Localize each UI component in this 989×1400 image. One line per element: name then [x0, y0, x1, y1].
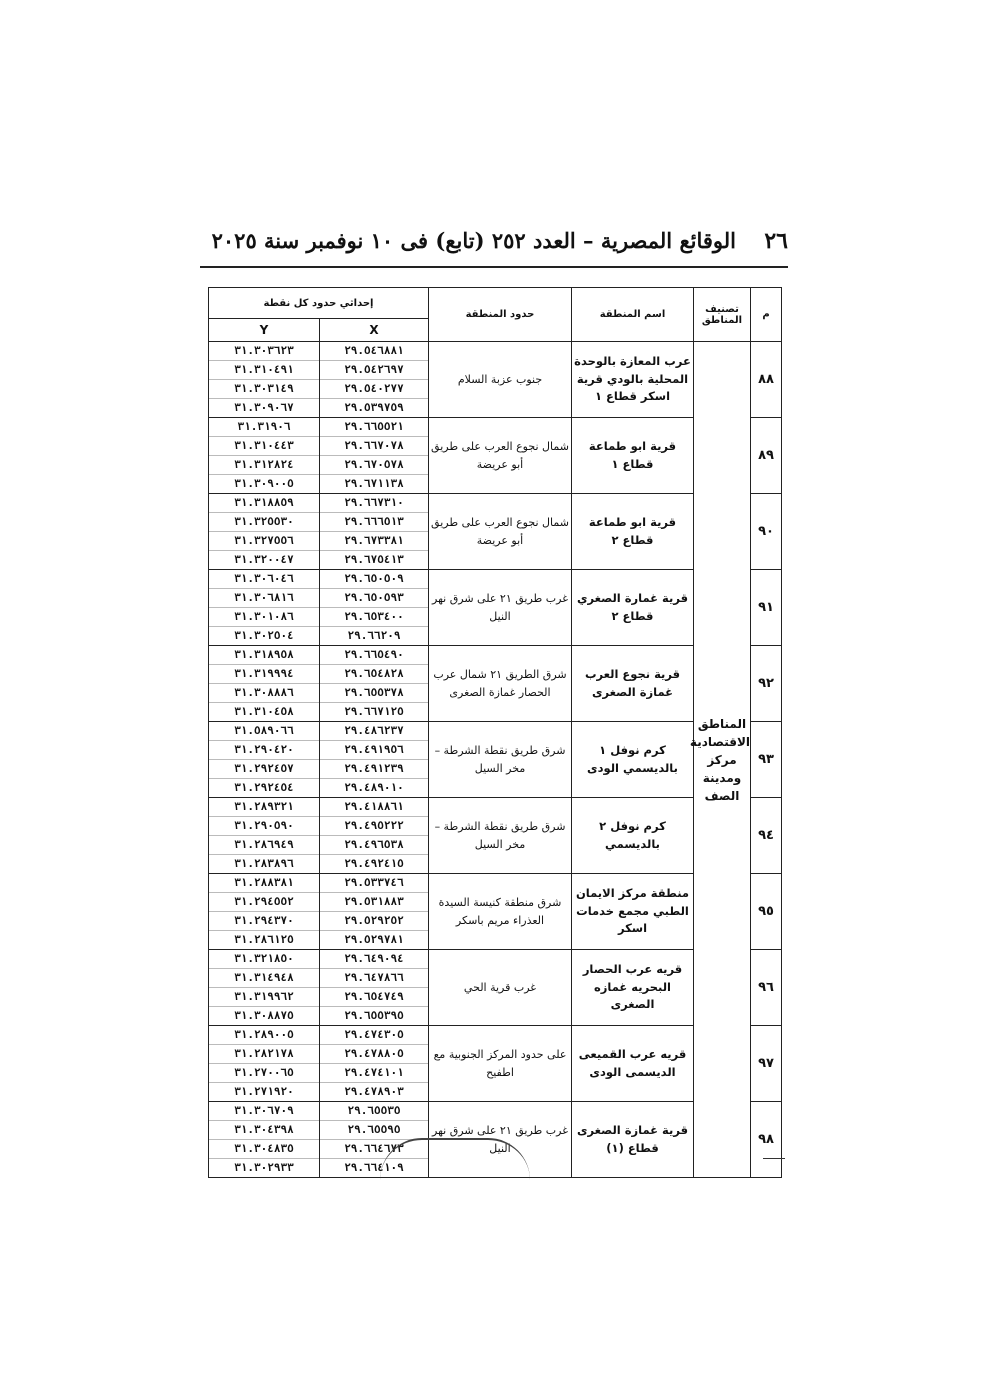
- area-bounds-cell: على حدود المركز الجنوبية مع اطفيح: [429, 1026, 572, 1102]
- coord-x-value: ٢٩.٦٦٤٦٧٣: [320, 1140, 428, 1159]
- coord-x-value: ٢٩.٦٧٥٤١٣: [344, 553, 404, 566]
- coord-x-value: ٢٩.٥٤٢٦٩٧: [320, 361, 428, 380]
- page-header: [200, 222, 788, 268]
- coord-x-value: ٢٩.٦٥٠٥٠٩: [320, 570, 428, 589]
- coord-y-value: ٣١.٣٢٠٠٤٧: [234, 553, 294, 566]
- coord-y-value: ٣١.٢٩٢٤٥٤: [234, 781, 294, 794]
- coord-y-value: ٣١.٥٨٩٠٦٦: [209, 722, 319, 741]
- coord-x-value: ٢٩.٦٤٩٠٩٤: [320, 950, 428, 969]
- area-bounds-cell: غرب قرية الحي: [429, 950, 572, 1026]
- coord-x-cell: [320, 798, 429, 874]
- coord-y-value: ٣١.٣٠٤٨٣٥: [209, 1140, 319, 1159]
- area-name-cell: قرية نجوع العرب غمازة الصغرى: [572, 646, 694, 722]
- coord-x-value: ٢٩.٤٨٩٠١٠: [344, 781, 404, 794]
- coord-x-cell: [320, 342, 429, 418]
- coord-y-value: ٣١.٣٠٦٧٠٩: [209, 1102, 319, 1121]
- coord-y-value: ٣١.٣٠١٠٨٦: [209, 608, 319, 627]
- coord-x-value: ٢٩.٤١٨٨٦١: [320, 798, 428, 817]
- coord-y-value: ٣١.٣٠٢٩٣٣: [234, 1161, 294, 1174]
- row-number: ٩٨: [751, 1102, 782, 1178]
- classification-cell: المناطق الاقتصادية مركز ومدينة الصف: [694, 342, 751, 1178]
- coord-y-value: ٣١.٣٠٦٨١٦: [209, 589, 319, 608]
- coord-y-cell: [209, 798, 320, 874]
- coord-x-value: ٢٩.٤٩٦٥٣٨: [320, 836, 428, 855]
- coord-y-value: ٣١.٣١٨٩٥٨: [209, 646, 319, 665]
- coord-y-value: ٣١.٣٠٢٥٠٤: [234, 629, 294, 642]
- table-row: [209, 342, 782, 418]
- coord-x-value: ٢٩.٦٦٦٥١٣: [320, 513, 428, 532]
- row-number: ٩٥: [751, 874, 782, 950]
- area-name-cell: قرية غمارة الصغري قطاع ٢: [572, 570, 694, 646]
- coord-y-value: ٣١.٣٠٣١٤٩: [209, 380, 319, 399]
- area-name-cell: منطقة مركز الايمان الطبي مجمع خدمات اسكر: [572, 874, 694, 950]
- header-coords: إحداثي حدود كل نقطة: [209, 288, 429, 319]
- coord-x-value: ٢٩.٦٥٣٤٠٠: [320, 608, 428, 627]
- coord-x-value: ٢٩.٦٥٥٣٩٥: [344, 1009, 404, 1022]
- coord-y-value: ٣١.٣٢١٨٥٠: [209, 950, 319, 969]
- row-number: ٩٠: [751, 494, 782, 570]
- coord-y-value: ٣١.٣١٩٩٦٢: [209, 988, 319, 1007]
- coord-x-value: ٢٩.٤٧٤٣٠٥: [320, 1026, 428, 1045]
- area-bounds-cell: غرب طريق ٢١ على شرق نهر النيل: [429, 570, 572, 646]
- coord-x-value: ٢٩.٦٦٧٠٧٨: [320, 437, 428, 456]
- coord-y-value: ٣١.٣٠٦٠٤٦: [209, 570, 319, 589]
- coord-x-cell: [320, 418, 429, 494]
- coord-y-cell: [209, 1026, 320, 1102]
- coord-y-value: ٣١.٢٨٦٩٤٩: [209, 836, 319, 855]
- header-x: X: [320, 319, 429, 342]
- coord-x-cell: [320, 1026, 429, 1102]
- row-number: ٨٩: [751, 418, 782, 494]
- coord-y-value: ٣١.٣١٠٤٤٣: [209, 437, 319, 456]
- coord-y-value: ٣١.٢٨٢١٧٨: [209, 1045, 319, 1064]
- coord-y-value: ٣١.٣٠٣٦٢٣: [209, 342, 319, 361]
- coord-x-value: ٢٩.٥٢٩٧٨١: [344, 933, 404, 946]
- coord-x-value: ٢٩.٦٦٤١٠٩: [344, 1161, 404, 1174]
- coord-x-value: ٢٩.٦٥٥٣٥: [320, 1102, 428, 1121]
- coord-x-value: ٢٩.٦٦٧١٢٥: [344, 705, 404, 718]
- coord-x-value: ٢٩.٤٧٤١٠١: [320, 1064, 428, 1083]
- row-number: ٩٣: [751, 722, 782, 798]
- row-number: ٩٦: [751, 950, 782, 1026]
- coord-x-value: ٢٩.٥٤٠٢٧٧: [320, 380, 428, 399]
- header-area-bounds: حدود المنطقة: [429, 288, 572, 342]
- coord-y-value: ٣١.٣٢٧٥٥٦: [209, 532, 319, 551]
- coord-x-value: ٢٩.٤٩١٩٥٦: [320, 741, 428, 760]
- area-bounds-cell: شرق طريق نقطة الشرطة – مخر السيل: [429, 722, 572, 798]
- coord-y-cell: [209, 1102, 320, 1178]
- coord-x-value: ٢٩.٥٤٦٨٨١: [320, 342, 428, 361]
- area-name-cell: قرية ابو طماعة قطاع ١: [572, 418, 694, 494]
- coord-y-cell: [209, 874, 320, 950]
- header-index: م: [751, 288, 782, 342]
- coord-y-value: ٣١.٢٨٣٨٩٦: [234, 857, 294, 870]
- coord-y-value: ٣١.٢٩٤٥٥٢: [209, 893, 319, 912]
- row-number: ٩٤: [751, 798, 782, 874]
- coord-x-cell: [320, 570, 429, 646]
- coord-y-value: ٣١.٣١٤٩٤٨: [209, 969, 319, 988]
- coord-y-value: ٣١.٢٨٩٣٢١: [209, 798, 319, 817]
- coord-x-value: ٢٩.٥٢٩٢٥٢: [320, 912, 428, 931]
- area-bounds-cell: شرق الطريق ٢١ شمال عرب الحصار غمازة الصغرى: [429, 646, 572, 722]
- coord-x-value: ٢٩.٤٧٨٩٠٣: [344, 1085, 404, 1098]
- coord-y-value: ٣١.٢٨٦١٢٥: [234, 933, 294, 946]
- area-bounds-cell: شمال نجوع العرب على طريق أبو عريضة: [429, 418, 572, 494]
- coord-y-cell: [209, 342, 320, 418]
- area-name-cell: قرية غمازة الصغرى قطاع (١): [572, 1102, 694, 1178]
- coord-y-value: ٣١.٣٢٥٥٣٠: [209, 513, 319, 532]
- coord-x-value: ٢٩.٦٦٢٠٩: [347, 629, 401, 642]
- coord-x-cell: [320, 950, 429, 1026]
- coord-y-value: ٣١.٢٨٨٣٨١: [209, 874, 319, 893]
- coord-x-value: ٢٩.٤٧٨٨٠٥: [320, 1045, 428, 1064]
- coord-y-value: ٣١.٣١٨٨٥٩: [209, 494, 319, 513]
- coord-x-value: ٢٩.٦٤٧٨٦٦: [320, 969, 428, 988]
- coord-y-value: ٣١.٣٠٤٣٩٨: [209, 1121, 319, 1140]
- coord-x-value: ٢٩.٤٩١٢٣٩: [320, 760, 428, 779]
- gazette-title: الوقائع المصرية – العدد ٢٥٢ (تابع) فى ١٠ نوفمبر سنة ٢٠٢٥: [211, 228, 736, 253]
- area-bounds-cell: شمال نجوع العرب على طريق أبو عريضة: [429, 494, 572, 570]
- coord-y-cell: [209, 722, 320, 798]
- area-name-cell: كرم نوفل ١ بالديسمي الودى: [572, 722, 694, 798]
- coord-y-value: ٣١.٢٩٤٣٧٠: [209, 912, 319, 931]
- coord-y-value: ٣١.٣٠٩٠٠٥: [234, 477, 294, 490]
- coord-x-value: ٢٩.٦٥٥٣٧٨: [320, 684, 428, 703]
- coord-y-value: ٣١.٣١٢٨٢٤: [209, 456, 319, 475]
- coord-x-value: ٢٩.٤٨٦٢٣٧: [320, 722, 428, 741]
- coord-y-value: ٣١.٣١٩٠٦: [209, 418, 319, 437]
- governorate-stamp: [380, 1138, 530, 1180]
- coord-x-value: ٢٩.٦٧٣٣٨١: [320, 532, 428, 551]
- coord-y-cell: [209, 570, 320, 646]
- coord-x-value: ٢٩.٦٥٤٨٢٨: [320, 665, 428, 684]
- coord-x-cell: [320, 646, 429, 722]
- area-name-cell: قرية ابو طماعة قطاع ٢: [572, 494, 694, 570]
- coord-y-value: ٣١.٢٧١٩٢٠: [234, 1085, 294, 1098]
- coord-x-value: ٢٩.٦٧١١٣٨: [344, 477, 404, 490]
- coord-y-value: ٣١.٣٠٨٨٨٦: [209, 684, 319, 703]
- coord-y-cell: [209, 646, 320, 722]
- coord-y-cell: [209, 494, 320, 570]
- coord-x-cell: [320, 494, 429, 570]
- area-bounds-cell: غرب طريق ٢١ على شرق نهر النيل: [429, 1102, 572, 1178]
- coord-y-value: ٣١.٣٠٩٠٦٧: [234, 401, 294, 414]
- coord-x-value: ٢٩.٦٥٥٩٥: [320, 1121, 428, 1140]
- row-number: ٩٢: [751, 646, 782, 722]
- coord-x-value: ٢٩.٥٣١٨٨٣: [320, 893, 428, 912]
- coord-x-value: ٢٩.٦٥٠٥٩٣: [320, 589, 428, 608]
- area-name-cell: قريه عرب الحصار البحريه غمازه الصغرى: [572, 950, 694, 1026]
- coord-y-value: ٣١.٢٩٠٥٩٠: [209, 817, 319, 836]
- coord-y-value: ٣١.٣١٠٤٥٨: [234, 705, 294, 718]
- row-number: ٩٧: [751, 1026, 782, 1102]
- coord-x-value: ٢٩.٦٦٥٤٩٠: [320, 646, 428, 665]
- area-name-cell: عرب المعازة بالوحدة المحلية بالودي قرية اسكر قطاع ١: [572, 342, 694, 418]
- zones-table: [208, 287, 782, 1178]
- header-area-name: اسم المنطقة: [572, 288, 694, 342]
- area-bounds-cell: شرق منطقة كنيسة السيدة العذراء مريم باسكر: [429, 874, 572, 950]
- coord-y-value: ٣١.٢٨٩٠٠٥: [209, 1026, 319, 1045]
- area-bounds-cell: شرق طريق نقطة الشرطة – مخر السيل: [429, 798, 572, 874]
- page-number: ٢٦: [764, 228, 788, 254]
- coord-y-value: ٣١.٢٧٠٠٦٥: [209, 1064, 319, 1083]
- coord-x-value: ٢٩.٥٣٩٧٥٩: [344, 401, 404, 414]
- header-y: Y: [209, 319, 320, 342]
- footer-mark: [763, 1158, 785, 1159]
- coord-x-value: ٢٩.٤٩٥٢٢٢: [320, 817, 428, 836]
- coord-y-value: ٣١.٣٠٨٨٧٥: [234, 1009, 294, 1022]
- coord-x-value: ٢٩.٦٦٧٣١٠: [320, 494, 428, 513]
- coord-x-cell: [320, 874, 429, 950]
- coord-y-value: ٣١.٢٩٠٤٢٠: [209, 741, 319, 760]
- coord-x-value: ٢٩.٥٣٣٧٤٦: [320, 874, 428, 893]
- coord-x-value: ٢٩.٦٦٥٥٢١: [320, 418, 428, 437]
- coord-y-cell: [209, 950, 320, 1026]
- coord-x-cell: [320, 722, 429, 798]
- coord-x-value: ٢٩.٤٩٢٤١٥: [344, 857, 404, 870]
- header-classification: تصنيف المناطق: [694, 288, 751, 342]
- coord-x-value: ٢٩.٦٧٠٥٧٨: [320, 456, 428, 475]
- area-bounds-cell: جنوب عزبة السلام: [429, 342, 572, 418]
- row-number: ٩١: [751, 570, 782, 646]
- coord-x-value: ٢٩.٦٥٤٧٤٩: [320, 988, 428, 1007]
- coord-y-value: ٣١.٣١٩٩٩٤: [209, 665, 319, 684]
- area-name-cell: قريه عرب القميعى الديسمى الودى: [572, 1026, 694, 1102]
- coord-y-value: ٣١.٣١٠٤٩١: [209, 361, 319, 380]
- coord-y-cell: [209, 418, 320, 494]
- area-name-cell: كرم نوفل ٢ بالديسمي: [572, 798, 694, 874]
- coord-y-value: ٣١.٢٩٢٤٥٧: [209, 760, 319, 779]
- row-number: ٨٨: [751, 342, 782, 418]
